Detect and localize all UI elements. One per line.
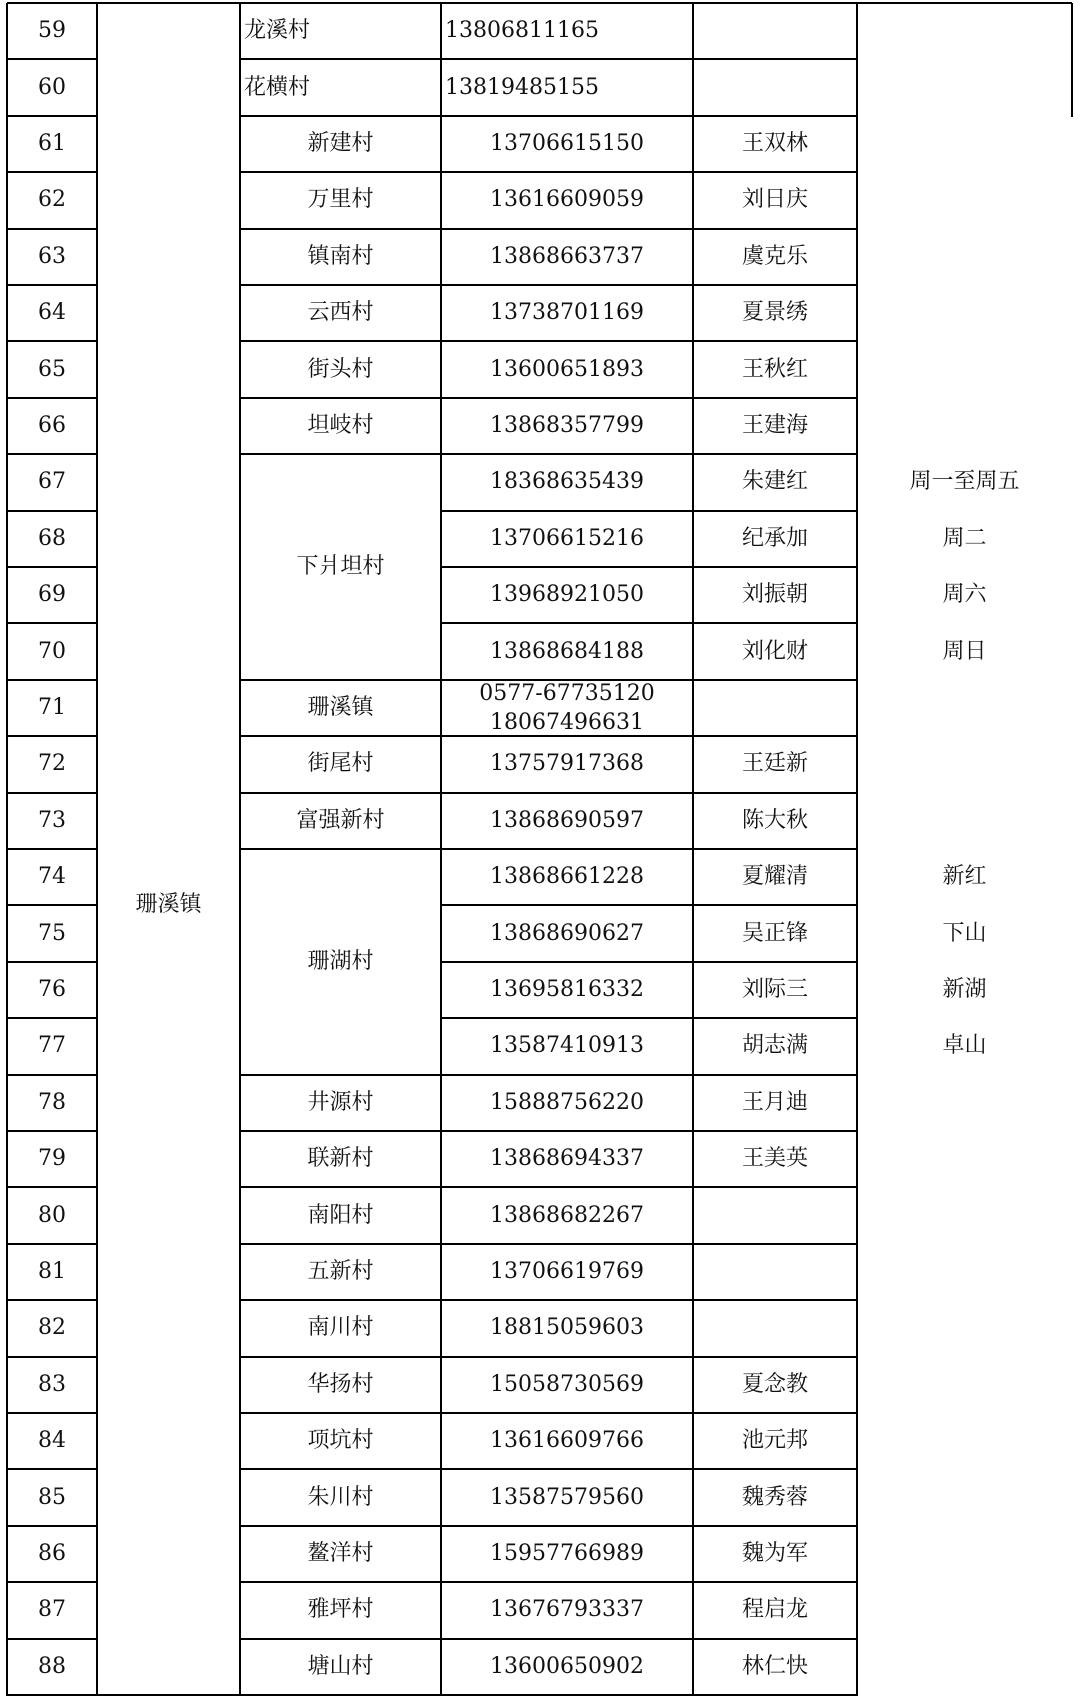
table-grid-line [441, 1468, 857, 1470]
table-grid-line [7, 1525, 97, 1527]
table-grid-line [7, 340, 97, 342]
table-grid-line [7, 1581, 97, 1583]
village-name: 新建村 [307, 130, 374, 156]
phone-number: 15888756220 [490, 1089, 644, 1115]
contact-name [693, 680, 857, 736]
table-grid-line [7, 1243, 97, 1245]
row-number: 72 [38, 751, 66, 777]
row-number: 79 [38, 1146, 66, 1172]
table-grid-line [240, 735, 441, 737]
phone-number: 13868682267 [490, 1202, 644, 1228]
table-grid-line [441, 1299, 857, 1301]
table-grid-line [240, 1130, 441, 1132]
table-grid-line [7, 1356, 97, 1358]
note [857, 1357, 1072, 1413]
table-grid-line [441, 1243, 857, 1245]
phone-number: 18368635439 [490, 469, 644, 495]
village-name: 街头村 [307, 356, 374, 382]
contact-name: 王月迪 [741, 1089, 808, 1115]
row-number: 64 [38, 300, 66, 326]
note [857, 116, 1072, 172]
phone-number: 13868684188 [490, 638, 644, 664]
table-grid-line [7, 1412, 97, 1414]
row-number: 77 [38, 1033, 66, 1059]
row-number: 83 [38, 1371, 66, 1397]
row-number: 74 [38, 864, 66, 890]
contact-name: 夏念教 [741, 1371, 808, 1397]
table-grid-line [97, 2, 240, 4]
table-grid-line [441, 1017, 857, 1019]
table-grid-line [441, 1525, 857, 1527]
note [857, 1582, 1072, 1638]
table-grid-line [441, 1581, 857, 1583]
row-number: 68 [38, 525, 66, 551]
village-name: 镇南村 [307, 243, 374, 269]
note [857, 680, 1072, 736]
contact-name: 王廷新 [741, 751, 808, 777]
contact-name: 刘日庆 [741, 187, 808, 213]
row-number: 70 [38, 638, 66, 664]
table-grid-line [7, 679, 97, 681]
table-grid-line [240, 1412, 441, 1414]
contact-name: 刘化财 [741, 638, 808, 664]
village-name: 云西村 [307, 300, 374, 326]
table-grid-line [240, 1525, 441, 1527]
note [857, 172, 1072, 228]
row-number: 73 [38, 807, 66, 833]
table-grid-line [441, 1186, 857, 1188]
table-grid-line [441, 115, 857, 117]
contact-name: 夏景绣 [741, 300, 808, 326]
phone-number: 13868690597 [490, 807, 644, 833]
table-grid-line [441, 792, 857, 794]
phone-number: 13819485155 [445, 74, 599, 100]
table-grid-line [7, 58, 97, 60]
row-number: 85 [38, 1484, 66, 1510]
village-name: 五新村 [307, 1258, 374, 1284]
table-grid-line [441, 58, 857, 60]
table-grid-line [857, 2, 1072, 4]
table-grid-line [240, 397, 441, 399]
phone-number: 18815059603 [490, 1315, 644, 1341]
table-grid-line [240, 1581, 441, 1583]
table-grid-line [441, 1638, 857, 1640]
row-number: 65 [38, 356, 66, 382]
row-number: 67 [38, 469, 66, 495]
table-grid-line [7, 1186, 97, 1188]
note [857, 59, 1072, 115]
village-name: 井源村 [307, 1089, 374, 1115]
table-grid-line [240, 228, 441, 230]
table-grid-line [7, 171, 97, 173]
table-grid-line [7, 1299, 97, 1301]
contact-name: 林仁快 [741, 1653, 808, 1679]
village-name: 朱川村 [307, 1484, 374, 1510]
village-name: 珊溪镇 [307, 694, 374, 720]
table-grid-line [441, 1412, 857, 1414]
village-name: 富强新村 [296, 807, 385, 833]
row-number: 86 [38, 1540, 66, 1566]
note [857, 1300, 1072, 1356]
contact-name: 陈大秋 [741, 807, 808, 833]
note: 新红 [942, 864, 987, 890]
table-grid-line [441, 1356, 857, 1358]
table-grid-line [441, 961, 857, 963]
phone-number: 13706615150 [490, 130, 644, 156]
row-number: 84 [38, 1428, 66, 1454]
table-grid-line [7, 622, 97, 624]
table-grid-line [441, 1130, 857, 1132]
contact-name: 王秋红 [741, 356, 808, 382]
contact-name: 魏为军 [741, 1540, 808, 1566]
note [857, 285, 1072, 341]
village-name: 联新村 [307, 1146, 374, 1172]
row-number: 69 [38, 582, 66, 608]
row-number: 61 [38, 130, 66, 156]
contact-name [693, 1187, 857, 1243]
row-number: 63 [38, 243, 66, 269]
phone-number: 13616609766 [490, 1428, 644, 1454]
table-grid-line [7, 453, 97, 455]
table-grid-line [240, 792, 441, 794]
table-grid-line [240, 171, 441, 173]
row-number: 82 [38, 1315, 66, 1341]
village-name: 南阳村 [307, 1202, 374, 1228]
note [857, 229, 1072, 285]
village-name: 南川村 [307, 1315, 374, 1341]
contact-name [693, 3, 857, 59]
phone-number: 13676793337 [490, 1597, 644, 1623]
table-grid-line [240, 1299, 441, 1301]
note [857, 3, 1072, 59]
table-grid-line [441, 510, 857, 512]
contact-name: 夏耀清 [741, 864, 808, 890]
note: 周一至周五 [909, 469, 1020, 495]
table-grid-line [7, 566, 97, 568]
table-grid-line [7, 1130, 97, 1132]
phone-number: 13757917368 [490, 751, 644, 777]
table-grid-line [1071, 3, 1073, 117]
phone-number: 13600651893 [490, 356, 644, 382]
phone-number: 13587410913 [490, 1033, 644, 1059]
contact-name: 胡志满 [741, 1033, 808, 1059]
note: 周日 [942, 638, 987, 664]
table-grid-line [441, 622, 857, 624]
contact-name: 魏秀蓉 [741, 1484, 808, 1510]
table-grid-line [240, 1074, 441, 1076]
village-name: 雅坪村 [307, 1597, 374, 1623]
row-number: 71 [38, 694, 66, 720]
table-grid-line [441, 2, 857, 4]
table-grid-line [7, 115, 97, 117]
row-number: 87 [38, 1597, 66, 1623]
table-grid-line [7, 904, 97, 906]
contact-name: 池元邦 [741, 1428, 808, 1454]
phone-line-2: 18067496631 [490, 710, 644, 735]
village-name: 塘山村 [307, 1653, 374, 1679]
phone-number: 13868690627 [490, 920, 644, 946]
contact-name: 王美英 [741, 1146, 808, 1172]
phone-number: 13968921050 [490, 582, 644, 608]
table-grid-line [7, 735, 97, 737]
table-grid-line [240, 453, 441, 455]
village-name: 项坑村 [307, 1428, 374, 1454]
table-grid-line [441, 284, 857, 286]
table-grid-line [240, 340, 441, 342]
contact-name [693, 59, 857, 115]
table-grid-line [240, 679, 441, 681]
note: 新湖 [942, 976, 987, 1002]
village-name: 万里村 [307, 187, 374, 213]
village-name: 坦岐村 [307, 412, 374, 438]
phone-number: 13706619769 [490, 1258, 644, 1284]
contact-name: 吴正锋 [741, 920, 808, 946]
village-name: 龙溪村 [244, 18, 311, 44]
row-number: 88 [38, 1653, 66, 1679]
table-grid-line [441, 566, 857, 568]
note: 周六 [942, 582, 987, 608]
row-number: 81 [38, 1258, 66, 1284]
phone-number: 13868357799 [490, 412, 644, 438]
table-grid-line [240, 2, 441, 4]
table-grid-line [7, 848, 97, 850]
phone-number [441, 680, 693, 736]
phone-number: 13695816332 [490, 976, 644, 1002]
table-grid-line [7, 2, 97, 4]
table-grid-line [7, 397, 97, 399]
phone-number: 13868694337 [490, 1146, 644, 1172]
table-grid-line [441, 1074, 857, 1076]
table-grid-line [7, 792, 97, 794]
note [857, 793, 1072, 849]
table-grid-line [240, 115, 441, 117]
table-grid-line [441, 848, 857, 850]
contact-name: 王双林 [741, 130, 808, 156]
note [857, 736, 1072, 792]
contact-name: 刘振朝 [741, 582, 808, 608]
row-number: 80 [38, 1202, 66, 1228]
note [857, 1244, 1072, 1300]
table-grid-line [441, 397, 857, 399]
phone-number: 13616609059 [490, 187, 644, 213]
table-grid-line [240, 1243, 441, 1245]
table-grid-line [240, 1468, 441, 1470]
table-grid-line [7, 961, 97, 963]
table-grid-line [7, 228, 97, 230]
row-number: 66 [38, 412, 66, 438]
table-grid-line [7, 1468, 97, 1470]
contact-name [693, 1244, 857, 1300]
phone-number: 13587579560 [490, 1484, 644, 1510]
note [857, 341, 1072, 397]
contact-name: 程启龙 [741, 1597, 808, 1623]
row-number: 76 [38, 976, 66, 1002]
village-name: 下爿坦村 [296, 553, 385, 579]
table-grid-line [441, 453, 857, 455]
phone-number: 13806811165 [445, 18, 599, 44]
note: 卓山 [942, 1033, 987, 1059]
phone-line-1: 0577-67735120 [479, 681, 655, 706]
phone-number: 13738701169 [490, 300, 644, 326]
table-grid-line [441, 904, 857, 906]
table-grid-line [7, 510, 97, 512]
phone-number: 13600650902 [490, 1653, 644, 1679]
note [857, 1639, 1072, 1695]
contact-name: 刘际三 [741, 976, 808, 1002]
village-name: 街尾村 [307, 751, 374, 777]
phone-number: 13868663737 [490, 243, 644, 269]
row-number: 78 [38, 1089, 66, 1115]
row-number: 59 [38, 18, 66, 44]
village-name: 珊湖村 [307, 948, 374, 974]
note [857, 1413, 1072, 1469]
table-grid-line [7, 284, 97, 286]
contact-name [693, 1300, 857, 1356]
table-grid-line [441, 340, 857, 342]
village-name: 鳌洋村 [307, 1540, 374, 1566]
row-number: 62 [38, 187, 66, 213]
note [857, 1131, 1072, 1187]
note: 周二 [942, 525, 987, 551]
contact-name: 纪承加 [741, 525, 808, 551]
table-grid-line [7, 1638, 97, 1640]
note [857, 1187, 1072, 1243]
table-grid-line [240, 284, 441, 286]
table-grid-line [240, 58, 441, 60]
table-grid-line [7, 1074, 97, 1076]
village-name: 华扬村 [307, 1371, 374, 1397]
village-name: 花横村 [244, 74, 311, 100]
table-grid-line [240, 1186, 441, 1188]
town-name: 珊溪镇 [135, 892, 202, 918]
note [857, 398, 1072, 454]
table-grid-line [240, 1356, 441, 1358]
contact-name: 王建海 [741, 412, 808, 438]
table-grid-line [7, 1017, 97, 1019]
phone-number: 13706615216 [490, 525, 644, 551]
note: 下山 [942, 920, 987, 946]
note [857, 1075, 1072, 1131]
table-grid-line [240, 848, 441, 850]
row-number: 60 [38, 74, 66, 100]
note [857, 1469, 1072, 1525]
row-number: 75 [38, 920, 66, 946]
table-grid-line [441, 171, 857, 173]
phone-number: 15058730569 [490, 1371, 644, 1397]
table-grid-line [441, 228, 857, 230]
contact-name: 朱建红 [741, 469, 808, 495]
phone-number: 13868661228 [490, 864, 644, 890]
note [857, 1526, 1072, 1582]
contact-name: 虞克乐 [741, 243, 808, 269]
phone-number: 15957766989 [490, 1540, 644, 1566]
table-grid-line [240, 1638, 441, 1640]
table-grid-line [441, 679, 857, 681]
table-grid-line [441, 735, 857, 737]
